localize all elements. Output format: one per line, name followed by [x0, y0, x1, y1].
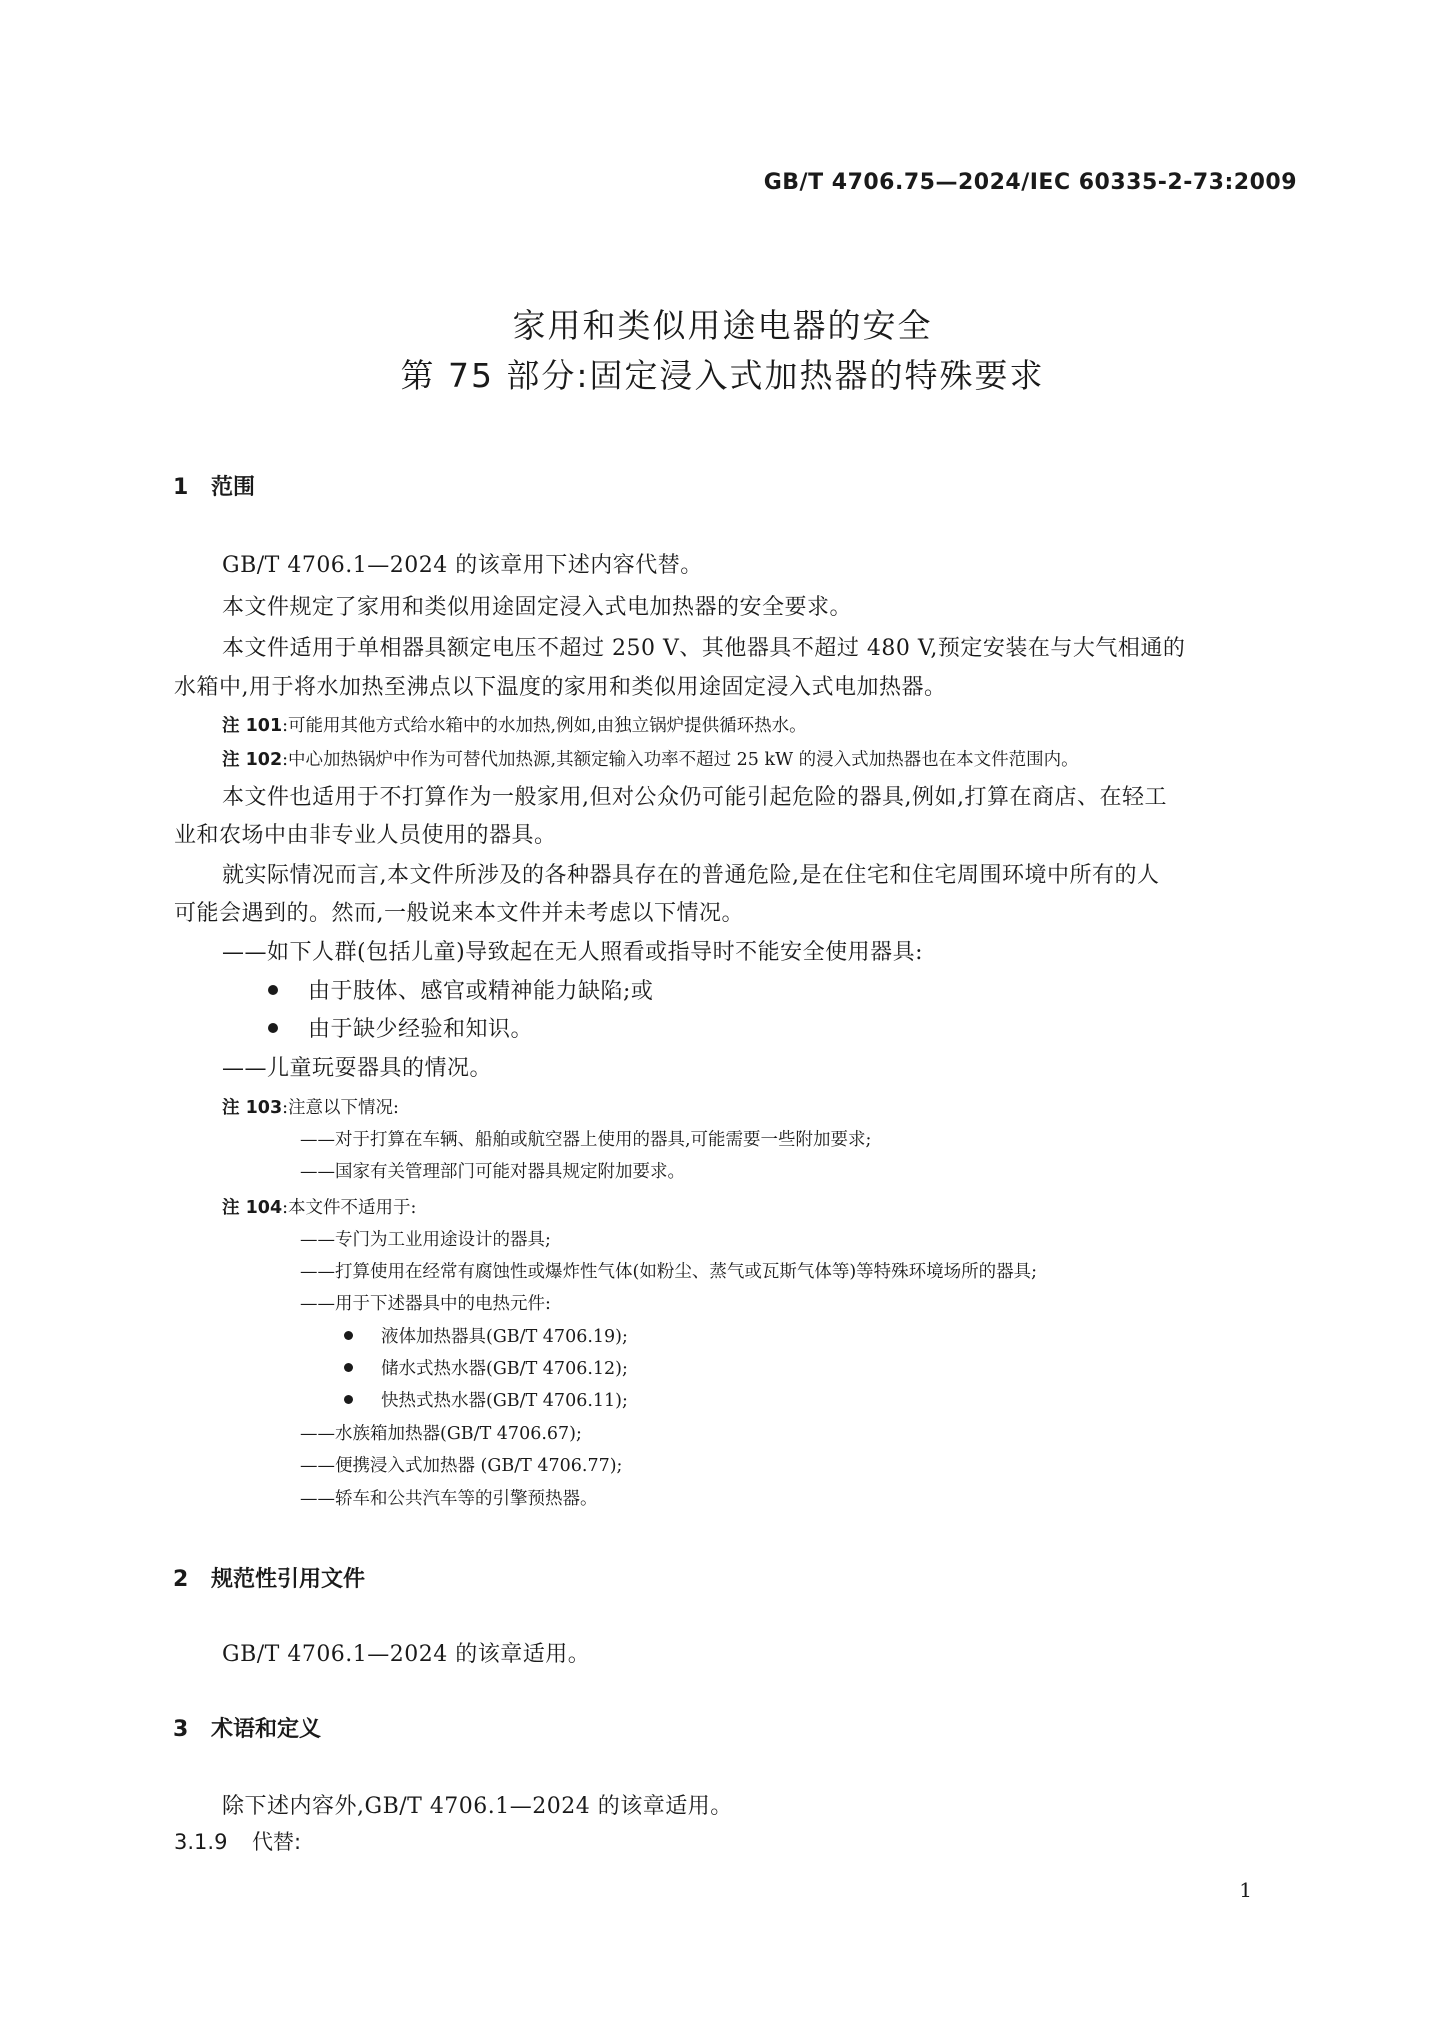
note-103: [222, 1094, 399, 1119]
document-title-line2: 第 75 部分:固定浸入式加热器的特殊要求: [400, 356, 1045, 395]
section-3-heading: [173, 1712, 321, 1743]
bullet-text: 由于缺少经验和知识。: [308, 1017, 534, 1042]
section-title: 术语和定义: [211, 1717, 322, 1742]
section-number: 2: [173, 1567, 189, 1592]
standard-code-header: GB/T 4706.75—2024/IEC 60335-2-73:2009: [763, 170, 1297, 195]
note-102: [222, 746, 1079, 771]
paragraph: GB/T 4706.1—2024 的该章适用。: [222, 1642, 591, 1667]
bullet-item: [268, 974, 653, 1005]
section-2-heading: [173, 1562, 365, 1593]
bullet-text: 储水式热水器(GB/T 4706.12);: [381, 1359, 628, 1379]
note-label: 注 102: [222, 750, 283, 770]
note-item: ——便携浸入式加热器 (GB/T 4706.77);: [300, 1456, 623, 1476]
note-text: :中心加热锅炉中作为可替代加热源,其额定输入功率不超过 25 kW 的浸入式加热器也在本文件范围内。: [282, 750, 1079, 770]
note-label: 注 104: [222, 1198, 283, 1218]
note-text: :注意以下情况:: [282, 1098, 399, 1118]
bullet-text: 快热式热水器(GB/T 4706.11);: [381, 1391, 628, 1411]
note-item: ——水族箱加热器(GB/T 4706.67);: [300, 1424, 582, 1444]
bullet-text: 液体加热器具(GB/T 4706.19);: [381, 1327, 628, 1347]
note-item: ——轿车和公共汽车等的引擎预热器。: [300, 1489, 598, 1509]
note-sub-bullet: [344, 1387, 628, 1412]
paragraph: 业和农场中由非专业人员使用的器具。: [174, 823, 557, 848]
subclause-3-1-9: [174, 1826, 301, 1856]
subclause-text: 代替:: [252, 1830, 302, 1854]
paragraph: 就实际情况而言,本文件所涉及的各种器具存在的普通危险,是在住宅和住宅周围环境中所有的人: [222, 863, 1160, 888]
dash-item: ——如下人群(包括儿童)导致起在无人照看或指导时不能安全使用器具:: [222, 940, 924, 965]
note-item: ——打算使用在经常有腐蚀性或爆炸性气体(如粉尘、蒸气或瓦斯气体等)等特殊环境场所的器具;: [300, 1262, 1038, 1282]
page-number: 1: [1239, 1878, 1252, 1902]
bullet-icon: [344, 1331, 353, 1340]
note-sub-bullet: [344, 1355, 628, 1380]
paragraph: 可能会遇到的。然而,一般说来本文件并未考虑以下情况。: [174, 901, 744, 926]
paragraph: 本文件也适用于不打算作为一般家用,但对公众仍可能引起危险的器具,例如,打算在商店、在轻工: [222, 785, 1167, 810]
section-title: 规范性引用文件: [211, 1567, 366, 1592]
bullet-text: 由于肢体、感官或精神能力缺陷;或: [308, 979, 654, 1004]
note-104: [222, 1194, 416, 1219]
paragraph: 水箱中,用于将水加热至沸点以下温度的家用和类似用途固定浸入式电加热器。: [174, 675, 947, 700]
bullet-icon: [344, 1363, 353, 1372]
bullet-item: [268, 1012, 533, 1043]
subclause-number: 3.1.9: [174, 1830, 228, 1854]
section-1-heading: [173, 470, 255, 501]
paragraph: GB/T 4706.1—2024 的该章用下述内容代替。: [222, 553, 703, 578]
note-sub-bullet: [344, 1323, 628, 1348]
bullet-icon: [268, 985, 278, 995]
section-number: 3: [173, 1717, 189, 1742]
note-item: ——专门为工业用途设计的器具;: [300, 1230, 551, 1250]
section-number: 1: [173, 475, 189, 500]
bullet-icon: [344, 1395, 353, 1404]
note-101: [222, 712, 807, 737]
bullet-icon: [268, 1023, 278, 1033]
note-item: ——用于下述器具中的电热元件:: [300, 1294, 551, 1314]
note-item: ——国家有关管理部门可能对器具规定附加要求。: [300, 1162, 685, 1182]
paragraph: 本文件适用于单相器具额定电压不超过 250 V、其他器具不超过 480 V,预定安装在与大气相通的: [222, 636, 1186, 661]
document-title-line1: 家用和类似用途电器的安全: [512, 306, 933, 345]
note-text: :本文件不适用于:: [282, 1198, 417, 1218]
note-item: ——对于打算在车辆、船舶或航空器上使用的器具,可能需要一些附加要求;: [300, 1130, 872, 1150]
note-text: :可能用其他方式给水箱中的水加热,例如,由独立锅炉提供循环热水。: [282, 716, 807, 736]
section-title: 范围: [211, 475, 256, 500]
paragraph: 除下述内容外,GB/T 4706.1—2024 的该章适用。: [222, 1794, 733, 1819]
note-label: 注 103: [222, 1098, 283, 1118]
note-label: 注 101: [222, 716, 283, 736]
paragraph: 本文件规定了家用和类似用途固定浸入式电加热器的安全要求。: [222, 595, 853, 620]
dash-item: ——儿童玩耍器具的情况。: [222, 1056, 493, 1081]
